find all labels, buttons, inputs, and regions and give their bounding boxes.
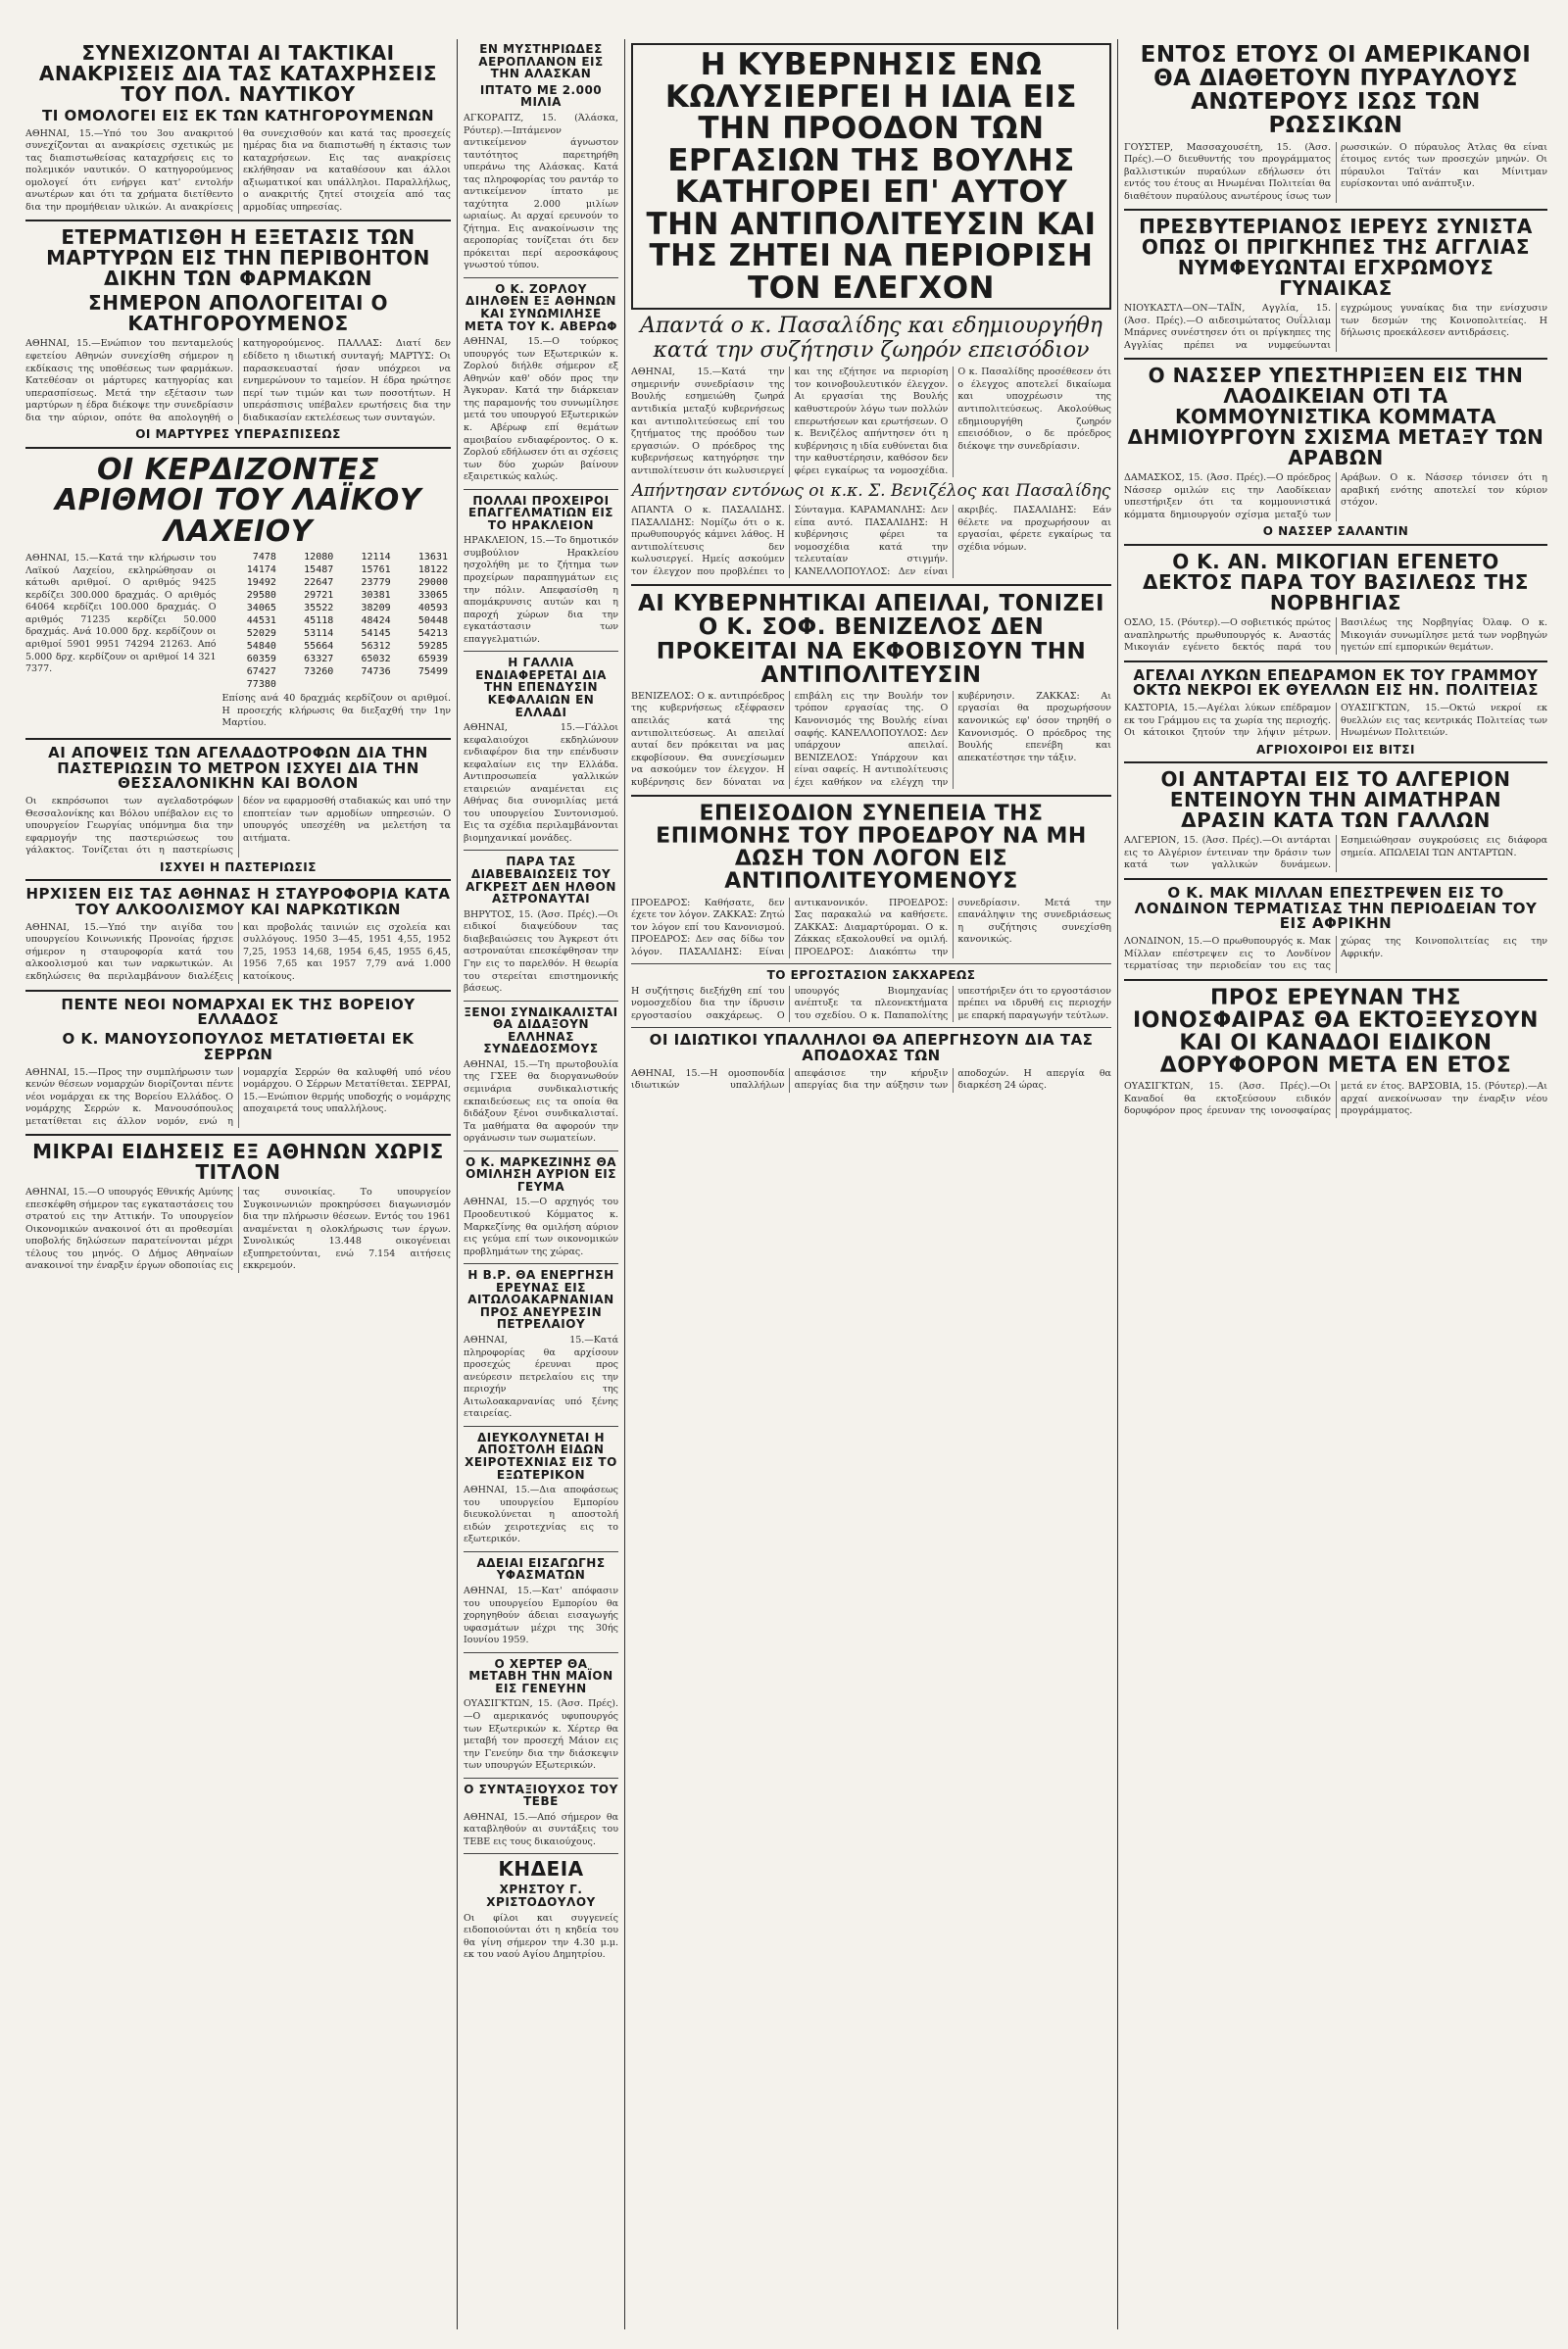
main-headline: Η ΚΥΒΕΡΝΗΣΙΣ ΕΝΩ ΚΩΛΥΣΙΕΡΓΕΙ Η ΙΔΙΑ ΕΙΣ ΤΗΝ ΠΡΟΟΔΟΝ ΤΩΝ ΕΡΓΑΣΙΩΝ ΤΗΣ ΒΟΥΛΗΣ ΚΑΤΗΓΟΡΕΙ ΕΠ' ΑΥΤΟΥ ΤΗΝ ΑΝΤΙΠΟΛΙΤΕΥΣΙΝ ΚΑΙ ΤΗΣ ΖΗΤΕΙ ΝΑ ΠΕΡΙΟΡΙΣΗ ΤΟΝ ΕΛΕΓΧΟΝ — [631, 43, 1111, 310]
headline: ΑΔΕΙΑΙ ΕΙΣΑΓΩΓΗΣ ΥΦΑΣΜΑΤΩΝ — [476, 1555, 606, 1583]
article-body: ΑΘΗΝΑΙ, 15.—Γάλλοι κεφαλαιούχοι εκδηλώνουν ενδιαφέρον δια την επένδυσιν κεφαλαίων εις την Ελλάδα. Αντιπροσωπεία γαλλικών εταιρειών αναμένεται εις Αθήνας δια συνομιλίας μετά του υπουργείου Συντονισμού. Εις τα σχέδια περιλαμβάνονται βιομηχανικαί μονάδες. — [464, 722, 618, 844]
article-body: ΑΓΚΟΡΑΙΤΖ, 15. (Άλάσκα, Ρόυτερ).—Ιπτάμενον αντικείμενον άγνωστον ταυτότητος παρετηρήθη υπεράνω της Αλάσκας. Κατά τας πληροφορίας του ραντάρ το αντικείμενον ίπτατο με ταχύτητα 2.000 μιλίων ωριαίως. Αι αρχαί ερευνούν το ζήτημα. Εις ανακοίνωσιν της αεροπορίας τονίζεται ότι δεν πρόκειται περί αεροσκάφους γνωστού τύπου. — [464, 112, 618, 271]
headline: ΜΙΚΡΑΙ ΕΙΔΗΣΕΙΣ ΕΞ ΑΘΗΝΩΝ ΧΩΡΙΣ ΤΙΤΛΟΝ — [32, 1140, 444, 1185]
headline: ΑΙ ΑΠΟΨΕΙΣ ΤΩΝ ΑΓΕΛΑΔΟΤΡΟΦΩΝ ΔΙΑ ΤΗΝ ΠΑΣΤΕΡΙΩΣΙΝ ΤΟ ΜΕΤΡΟΝ ΙΣΧΥΕΙ ΔΙΑ ΤΗΝ ΘΕΣΣΑΛΟΝΙΚΗΝ ΚΑΙ ΒΟΛΟΝ — [48, 743, 428, 793]
article-body: Επίσης ανά 40 δραχμάς κερδίζουν οι αριθμοί. Η προσεχής κλήρωσις θα διεξαχθή την 1ην Μαρτίου. — [221, 693, 451, 729]
headline: ΠΟΛΛΑΙ ΠΡΟΧΕΙΡΟΙ ΕΠΑΓΓΕΛΜΑΤΙΩΝ ΕΙΣ ΤΟ ΗΡΑΚΛΕΙΟΝ — [468, 493, 613, 532]
article-body: ΟΥΑΣΙΓΚΤΩΝ, 15. (Άσσ. Πρές).—Οι Καναδοί θα εκτοξεύσουν ειδικόν δορυφόρον προς έρευναν της ιονοσφαίρας μετά εν έτος. ΒΑΡΣΟΒΙΑ, 15. (Ρόυτερ).—Αι αρχαί ανεκοίνωσαν την έναρξιν νέου προγράμματος. — [1124, 1081, 1547, 1117]
subheadline: ΣΗΜΕΡΟΝ ΑΠΟΛΟΓΕΙΤΑΙ Ο ΚΑΤΗΓΟΡΟΥΜΕΝΟΣ — [88, 291, 388, 336]
winning-number: 50448 — [417, 615, 448, 627]
article-body: ΑΘΗΝΑΙ, 15.—Προς την συμπλήρωσιν των κενών θέσεων νομαρχών διορίζονται πέντε νέοι νομάρχαι εκ της Βορείου Ελλάδος. Ο νομάρχης Σερρών κ. Μανουσόπουλος μετατίθεται εις άλλον νομόν, ενώ η νομαρχία Σερρών θα καλυφθή υπό νέου νομάρχου. Ο Σέρρων Μετατίθεται. ΣΕΡΡΑΙ, 15.—Ενώπιον θερμής υποδοχής ο νομάρχης αποχαιρετά τους υπαλλήλους. — [25, 1066, 451, 1127]
headline: ΟΙ ΙΔΙΩΤΙΚΟΙ ΥΠΑΛΛΗΛΟΙ ΘΑ ΑΠΕΡΓΗΣΟΥΝ ΔΙΑ ΤΑΣ ΑΠΟΔΟΧΑΣ ΤΩΝ — [649, 1031, 1094, 1065]
headline: ΕΝΤΟΣ ΕΤΟΥΣ ΟΙ ΑΜΕΡΙΚΑΝΟΙ ΘΑ ΔΙΑΘΕΤΟΥΝ ΠΥΡΑΥΛΟΥΣ ΑΝΩΤΕΡΟΥΣ ΙΣΩΣ ΤΩΝ ΡΩΣΣΙΚΩΝ — [1140, 42, 1532, 139]
headline: Η ΓΑΛΛΙΑ ΕΝΔΙΑΦΕΡΕΤΑΙ ΔΙΑ ΤΗΝ ΕΠΕΝΔΥΣΙΝ ΚΕΦΑΛΑΙΩΝ ΕΝ ΕΛΛΑΔΙ — [475, 656, 607, 719]
winning-number: 73260 — [304, 666, 334, 678]
winning-number: 54840 — [246, 641, 276, 653]
winning-number: 45118 — [304, 615, 334, 627]
winning-number: 13631 — [417, 552, 448, 563]
winning-number: 12080 — [304, 552, 334, 563]
headline: ΟΙ ΚΕΡΔΙΖΟΝΤΕΣ ΑΡΙΘΜΟΙ ΤΟΥ ΛΑΪΚΟΥ ΛΑΧΕΙΟΥ — [54, 452, 422, 549]
article-body: ΑΘΗΝΑΙ, 15.—Από σήμερον θα καταβληθούν αι συντάξεις του ΤΕΒΕ εις τους δικαιούχους. — [464, 1811, 618, 1847]
article-body: ΚΑΣΤΟΡΙΑ, 15.—Αγέλαι λύκων επέδραμον εκ του Γράμμου εις τα χωρία της περιοχής. Οι κάτοικοι ζητούν την λήψιν μέτρων. ΟΥΑΣΙΓΚΤΩΝ, 15.—Οκτώ νεκροί εκ θυελλών εις τας κεντρικάς Πολιτείας των Ηνωμένων Πολιτειών. — [1124, 703, 1547, 739]
winning-number: 74736 — [361, 666, 391, 678]
lottery-results — [25, 551, 451, 732]
article-body: ΒΕΝΙΖΕΛΟΣ: Ο κ. αντιπρόεδρος της κυβερνήσεως εξέφρασεν απειλάς κατά της αντιπολιτεύσεως. Αι απειλαί αυταί δεν πρόκειται να μας εκφοβίσουν. Θα συνεχίσωμεν να ασκούμεν τον έλεγχον. Η κυβέρνησις δεν δύναται να επιβάλη εις την Βουλήν τον τρόπον εργασίας της. Ο Κανονισμός της Βουλής είναι σαφής. ΚΑΝΕΛΛΟΠΟΥΛΟΣ: Δεν υπάρχουν απειλαί. ΒΕΝΙΖΕΛΟΣ: Υπάρχουν και είναι σαφείς. Η αντιπολίτευσις έχει καθήκον να ελέγχη την κυβέρνησιν. ΖΑΚΚΑΣ: Αι εργασίαι θα προχωρήσουν κανονικώς εφ' όσον τηρηθή ο Κανονισμός. Ο πρόεδρος της Βουλής επενέβη και απεκατέστησε την τάξιν. — [631, 690, 1111, 788]
headline: Ο ΝΑΣΣΕΡ ΥΠΕΣΤΗΡΙΞΕΝ ΕΙΣ ΤΗΝ ΛΑΟΔΙΚΕΙΑΝ ΟΤΙ ΤΑ ΚΟΜΜΟΥΝΙΣΤΙΚΑ ΚΟΜΜΑΤΑ ΔΗΜΙΟΥΡΓΟΥΝ ΣΧΙΣΜΑ ΜΕΤΑΞΥ ΤΩΝ ΑΡΑΒΩΝ — [1127, 364, 1544, 470]
article-body: ΑΘΗΝΑΙ, 15.—Τη πρωτοβουλία της ΓΣΕΕ θα διοργανωθούν σεμινάρια συνδικαλιστικής εκπαιδεύσεως εις τα οποία θα διδάξουν ξένοι συνδικαλισταί. Τα μαθήματα θα αφορούν την οργάνωσιν των σωματείων. — [464, 1058, 618, 1145]
winning-number: 12114 — [361, 552, 391, 563]
headline: ΞΕΝΟΙ ΣΥΝΔΙΚΑΛΙΣΤΑΙ ΘΑ ΔΙΔΑΞΟΥΝ ΕΛΛΗΝΑΣ ΣΥΝΔΕΔΟΣΜΟΥΣ — [464, 1004, 618, 1056]
winning-number: 59285 — [417, 641, 448, 653]
subheadline: ΙΠΤΑΤΟ ΜΕ 2.000 ΜΙΛΙΑ — [479, 82, 603, 110]
headline: ΕΤΕΡΜΑΤΙΣΘΗ Η ΕΞΕΤΑΣΙΣ ΤΩΝ ΜΑΡΤΥΡΩΝ ΕΙΣ ΤΗΝ ΠΕΡΙΒΟΗΤΟΝ ΔΙΚΗΝ ΤΩΝ ΦΑΡΜΑΚΩΝ — [46, 225, 430, 291]
winning-number: 54213 — [417, 628, 448, 640]
article-body: ΓΟΥΣΤΕΡ, Μασσαχουσέτη, 15. (Άσσ. Πρές).—Ο διευθυντής του προγράμματος βαλλιστικών πυραύλων εδήλωσεν ότι εντός του έτους αι Ηνωμέναι Πολιτείαι θα διαθέτουν πυραύλους ανωτέρους ίσως των ρωσσικών. Ο πύραυλος Άτλας θα είναι έτοιμος εντός των προσεχών μηνών. Οι πύραυλοι Ταϊτάν και Μίνιτμαν ευρίσκονται υπό ανάπτυξιν. — [1124, 141, 1547, 202]
headline: Ο ΧΕΡΤΕΡ ΘΑ ΜΕΤΑΒΗ ΤΗΝ ΜΑΪΟΝ ΕΙΣ ΓΕΝΕΥΗΝ — [468, 1656, 613, 1695]
article-body: ΑΘΗΝΑΙ, 15.—Υπό του 3ου ανακριτού συνεχίζονται αι ανακρίσεις σχετικώς με τας διαπιστωθείσας καταχρήσεις εις το πολεμικόν ναυτικόν. Ο κατηγορούμενος ομολογεί ότι ενήργει κατ' εντολήν ανωτέρων και ότι τα χρήματα διετίθεντο δια την προμήθειαν υλικών. Αι ανακρίσεις θα συνεχισθούν και κατά τας προσεχείς ημέρας δια να διαπιστωθή η έκτασις των καταχρήσεων. Εις τας ανακρίσεις εκλήθησαν να καταθέσουν και άλλοι αξιωματικοί και υπάλληλοι. Παραλλήλως, ο ανακριτής ζητεί στοιχεία από τας αρμοδίας υπηρεσίας. — [25, 127, 451, 213]
headline: ΠΡΟΣ ΕΡΕΥΝΑΝ ΤΗΣ ΙΟΝΟΣΦΑΙΡΑΣ ΘΑ ΕΚΤΟΞΕΥΣΟΥΝ ΚΑΙ ΟΙ ΚΑΝΑΔΟΙ ΕΙΔΙΚΟΝ ΔΟΡΥΦΟΡΟΝ ΜΕΤΑ ΕΝ ΕΤΟΣ — [1133, 985, 1539, 1079]
winning-number: 18122 — [417, 564, 448, 576]
headline: Ο Κ. ΖΟΡΛΟΥ ΔΙΗΛΘΕΝ ΕΞ ΑΘΗΝΩΝ ΚΑΙ ΣΥΝΩΜΙΛΗΣΕ ΜΕΤΑ ΤΟΥ Κ. ΑΒΕΡΩΦ — [465, 281, 617, 333]
subheadline: ΤΙ ΟΜΟΛΟΓΕΙ ΕΙΣ ΕΚ ΤΩΝ ΚΑΤΗΓΟΡΟΥΜΕΝΩΝ — [41, 107, 435, 124]
article-body: ΝΙΟΥΚΑΣΤΛ—ΟΝ—ΤΑΪΝ, Αγγλία, 15. (Άσσ. Πρές).—Ο αιδεσιμώτατος Ουΐλλιαμ Μπάρνες συνέστησεν ότι οι πρίγκηπες της Αγγλίας πρέπει να νυμφεύωνται εγχρώμους γυναίκας δια την ενίσχυσιν των δεσμών της Κοινοπολιτείας. Η δήλωσις προεκάλεσεν αντιδράσεις. — [1124, 303, 1547, 351]
winning-number: 77380 — [246, 679, 276, 691]
narrow-column — [458, 39, 624, 1964]
winning-number: 40593 — [417, 603, 448, 614]
headline: Ο Κ. ΑΝ. ΜΙΚΟΓΙΑΝ ΕΓΕΝΕΤΟ ΔΕΚΤΟΣ ΠΑΡΑ ΤΟΥ ΒΑΣΙΛΕΩΣ ΤΗΣ ΝΟΡΒΗΓΙΑΣ — [1143, 550, 1529, 615]
article-body: ΟΣΛΟ, 15. (Ρόυτερ).—Ο σοβιετικός πρώτος αναπληρωτής πρωθυπουργός κ. Αναστάς Μικογιάν εγένετο δεκτός παρά του Βασιλέως της Νορβηγίας Όλαφ. Ο κ. Μικογιάν συνωμίλησε μετά των νορβηγών ηγετών επί εμπορικών θεμάτων. — [1124, 617, 1547, 654]
article-body: ΑΠΑΝΤΑ Ο κ. ΠΑΣΑΛΙΔΗΣ. ΠΑΣΑΛΙΔΗΣ: Νομίζω ότι ο κ. πρωθυπουργός κάμνει λάθος. Η αντιπολίτευσις δεν κωλυσιεργεί. Ημείς ασκούμεν τον έλεγχον που προβλέπει το Σύνταγμα. ΚΑΡΑΜΑΝΛΗΣ: Δεν είπα αυτό. ΠΑΣΑΛΙΔΗΣ: Η κυβέρνησις φέρει τα νομοσχέδια κατά την τελευταίαν στιγμήν. ΚΑΝΕΛΛΟΠΟΥΛΟΣ: Δεν είναι ακριβές. ΠΑΣΑΛΙΔΗΣ: Εάν θέλετε να προχωρήσουν αι εργασίαι, φέρετε εγκαίρως τα σχέδια νόμων. — [631, 505, 1111, 577]
winning-number: 29721 — [304, 590, 334, 602]
article-body: ΑΘΗΝΑΙ, 15.—Κατά πληροφορίας θα αρχίσουν προσεχώς έρευναι προς ανεύρεσιν πετρελαίου εις την περιοχήν της Αιτωλοακαρνανίας υπό ξένης εταιρείας. — [464, 1335, 618, 1420]
winning-number: 19492 — [246, 577, 276, 589]
section-label: ΙΣΧΥΕΙ Η ΠΑΣΤΕΡΙΩΣΙΣ — [160, 859, 317, 874]
pull-quote: Απήντησαν εντόνως οι κ.κ. Σ. Βενιζέλος και Πασαλίδης — [631, 481, 1111, 502]
headline: ΑΙ ΚΥΒΕΡΝΗΤΙΚΑΙ ΑΠΕΙΛΑΙ, ΤΟΝΙΖΕΙ Ο Κ. ΣΟΦ. ΒΕΝΙΖΕΛΟΣ ΔΕΝ ΠΡΟΚΕΙΤΑΙ ΝΑ ΕΚΦΟΒΙΣΟΥΝ ΤΗΝ ΑΝΤΙΠΟΛΙΤΕΥΣΙΝ — [637, 591, 1105, 688]
winning-number: 35522 — [304, 603, 334, 614]
headline: Ο ΣΥΝΤΑΞΙΟΥΧΟΣ ΤΟΥ ΤΕΒΕ — [464, 1782, 618, 1809]
article-body: ΑΘΗΝΑΙ, 15.—Κατά την κλήρωσιν του Λαϊκού Λαχείου, εκληρώθησαν οι κάτωθι αριθμοί. Ο αριθμός 9425 κερδίζει 300.000 δραχμάς. Ο αριθμός 64064 κερδίζει 100.000 δραχμάς. Ο αριθμός 71235 κερδίζει 50.000 δραχμάς. Ανά 10.000 δρχ. κερδίζουν οι αριθμοί 5901 9951 74294 21263. Από 5.000 δρχ. κερδίζουν οι αριθμοί 14 321 7377. — [25, 553, 217, 675]
winning-number: 33065 — [417, 590, 448, 602]
article-body: ΑΘΗΝΑΙ, 15.—Δια αποφάσεως του υπουργείου Εμπορίου διευκολύνεται η αποστολή ειδών χειροτεχνίας εις το εξωτερικόν. — [464, 1485, 618, 1545]
article-body: ΑΛΓΕΡΙΟΝ, 15. (Άσσ. Πρές).—Οι αντάρται εις το Αλγέριον έντειναν την δράσιν των κατά των γαλλικών δυνάμεων. Εσημειώθησαν συγκρούσεις εις διάφορα σημεία. ΑΠΩΛΕΙΑΙ ΤΩΝ ΑΝΤΑΡΤΩΝ. — [1124, 835, 1547, 871]
headline: Η Β.Ρ. ΘΑ ΕΝΕΡΓΗΣΗ ΕΡΕΥΝΑΣ ΕΙΣ ΑΙΤΩΛΟΑΚΑΡΝΑΝΙΑΝ ΠΡΟΣ ΑΝΕΥΡΕΣΙΝ ΠΕΤΡΕΛΑΙΟΥ — [467, 1268, 614, 1332]
winning-number: 75499 — [417, 666, 448, 678]
winning-number: 63327 — [304, 654, 334, 665]
headline: ΠΡΕΣΒΥΤΕΡΙΑΝΟΣ ΙΕΡΕΥΣ ΣΥΝΙΣΤΑ ΟΠΩΣ ΟΙ ΠΡΙΓΚΗΠΕΣ ΤΗΣ ΑΓΓΛΙΑΣ ΝΥΜΦΕΥΩΝΤΑΙ ΕΓΧΡΩΜΟΥΣ ΓΥΝΑΙΚΑΣ — [1139, 215, 1533, 301]
headline: ΕΝ ΜΥΣΤΗΡΙΩΔΕΣ ΑΕΡΟΠΛΑΝΟΝ ΕΙΣ ΤΗΝ ΑΛΑΣΚΑΝ — [478, 42, 604, 81]
article-body: ΠΡΟΕΔΡΟΣ: Καθήσατε, δεν έχετε τον λόγον. ΖΑΚΚΑΣ: Ζητώ τον λόγον επί του Κανονισμού. ΠΡΟΕΔΡΟΣ: Δεν σας δίδω τον λόγον. ΠΑΣΑΛΙΔΗΣ: Είναι αντικανονικόν. ΠΡΟΕΔΡΟΣ: Σας παρακαλώ να καθήσετε. ΖΑΚΚΑΣ: Διαμαρτύρομαι. Ο κ. Ζάκκας εξακολουθεί να ομιλή. ΠΡΟΕΔΡΟΣ: Διακόπτω την συνεδρίασιν. Μετά την επανάληψιν της συνεδριάσεως η συζήτησις συνεχίσθη κανονικώς. — [631, 897, 1111, 957]
headline: ΑΓΕΛΑΙ ΛΥΚΩΝ ΕΠΕΔΡΑΜΟΝ ΕΚ ΤΟΥ ΓΡΑΜΜΟΥ ΟΚΤΩ ΝΕΚΡΟΙ ΕΚ ΘΥΕΛΛΩΝ ΕΙΣ ΗΝ. ΠΟΛΙΤΕΙΑΣ — [1133, 665, 1539, 700]
article-body: ΛΟΝΔΙΝΟΝ, 15.—Ο πρωθυπουργός κ. Μακ Μίλλαν επέστρεψεν εις το Λονδίνον τερματίσας την περιοδείαν του εις τας χώρας της Κοινοπολιτείας εις την Αφρικήν. — [1124, 936, 1547, 972]
subheadline: ΧΡΗΣΤΟΥ Γ. ΧΡΙΣΤΟΔΟΥΛΟΥ — [486, 1883, 596, 1909]
headline: ΠΑΡΑ ΤΑΣ ΔΙΑΒΕΒΑΙΩΣΕΙΣ ΤΟΥ ΑΓΚΡΕΣΤ ΔΕΝ ΗΛΘΟΝ ΑΣΤΡΟΝΑΥΤΑΙ — [466, 855, 616, 906]
article-body: ΑΘΗΝΑΙ, 15.—Κατά την σημερινήν συνεδρίασιν της Βουλής εσημειώθη ζωηρά αντιδικία μεταξύ κυβερνήσεως και αντιπολιτεύσεως επί του ζητήματος της προόδου των εργασιών. Ο πρόεδρος της κυβερνήσεως κατηγόρησε την αντιπολίτευσιν ότι κωλυσιεργεί και της εζήτησε να περιορίση τον κοινοβουλευτικόν έλεγχον. Αι εργασίαι της Βουλής καθυστερούν λόγω των πολλών επερωτήσεων και ερωτήσεων. Ο κ. Βενιζέλος απήντησεν ότι η κυβέρνησις η ιδία ευθύνεται δια την καθυστέρησιν, καθόσον δεν φέρει εγκαίρως τα νομοσχέδια. Ο κ. Πασαλίδης προσέθεσεν ότι ο έλεγχος αποτελεί δικαίωμα και υποχρέωσιν της αντιπολιτεύσεως. Ακολούθως εδημιουργήθη ζωηρόν επεισόδιον, ο δε πρόεδρος διέκοψε την συνεδρίασιν. — [631, 367, 1111, 476]
winning-number: 22647 — [304, 577, 334, 589]
winning-number: 7478 — [252, 552, 276, 563]
article-body: ΑΘΗΝΑΙ, 15.—Ο αρχηγός του Προοδευτικού Κόμματος κ. Μαρκεζίνης θα ομιλήση αύριον εις γεύμα επί των οικονομικών προβλημάτων της χώρας. — [464, 1197, 618, 1257]
winning-number: 48424 — [361, 615, 391, 627]
winning-number: 55664 — [304, 641, 334, 653]
winning-number: 53114 — [304, 628, 334, 640]
winning-number: 15487 — [304, 564, 334, 576]
winning-number: 29000 — [417, 577, 448, 589]
headline: ΤΟ ΕΡΓΟΣΤΑΣΙΟΝ ΣΑΚΧΑΡΕΩΣ — [766, 968, 976, 983]
winning-number: 23779 — [361, 577, 391, 589]
winning-number: 14174 — [246, 564, 276, 576]
article-body: ΑΘΗΝΑΙ, 15.—Κατ' απόφασιν του υπουργείου Εμπορίου θα χορηγηθούν άδειαι εισαγωγής υφασμάτων μέχρι της 30ής Ιουνίου 1959. — [464, 1586, 618, 1646]
winning-number: 44531 — [246, 615, 276, 627]
main-subheadline: Απαντά ο κ. Πασαλίδης και εδημιουργήθη κατά την συζήτησιν ζωηρόν επεισόδιον — [640, 314, 1102, 364]
left-column — [20, 39, 457, 1275]
section-label: Ο ΝΑΣΣΕΡ ΣΑΛΑΝΤΙΝ — [1262, 524, 1409, 539]
article-body: Η συζήτησις διεξήχθη επί του νομοσχεδίου δια την ίδρυσιν εργοστασίου σακχάρεως. Ο υπουργός Βιομηχανίας ανέπτυξε τα πλεονεκτήματα του σχεδίου. Ο κ. Παπαπολίτης υπεστήριξεν ότι το εργοστάσιον πρέπει να ιδρυθή εις περιοχήν με επαρκή παραγωγήν τεύτλων. — [631, 985, 1111, 1021]
winning-number: 34065 — [246, 603, 276, 614]
article-body: ΑΘΗΝΑΙ, 15.—Υπό την αιγίδα του υπουργείου Κοινωνικής Προνοίας ήρχισε σήμερον η σταυροφορία κατά του αλκοολισμού και των ναρκωτικών. Αι εκδηλώσεις θα περιλαμβάνουν διαλέξεις και προβολάς ταινιών εις σχολεία και συλλόγους. 1950 3—45, 1951 4,55, 1952 7,25, 1953 14,68, 1954 6,45, 1955 6,45, 1956 7,65 και 1957 7,79 ανά 1.000 κατοίκους. — [25, 921, 451, 982]
article-body: ΑΘΗΝΑΙ, 15.—Ενώπιον του πενταμελούς εφετείου Αθηνών συνεχίσθη σήμερον η εκδίκασις της υποθέσεως των φαρμάκων. Κατεθέσαν οι μάρτυρες κατηγορίας και υπερασπίσεως. Μετά την εξέτασιν των μαρτύρων η έδρα διέκοψε την συνεδρίασιν δια την αύριον, οπότε θα απολογηθή ο κατηγορούμενος. ΠΑΛΛΑΣ: Διατί δεν εδίδετο η ιδιωτική συνταγή; ΜΑΡΤΥΣ: Οι παρασκευασταί ήσαν υπόχρεοι να ενημερώνουν το ταμείον. Η έδρα ηρώτησε περί των τιμών και των ποσοτήτων. Η υπεράσπισις υπέβαλεν ερωτήσεις δια την διαδικασίαν εκτελέσεως των συνταγών. — [25, 338, 451, 423]
article-body: ΑΘΗΝΑΙ, 15.—Η ομοσπονδία ιδιωτικών υπαλλήλων απεφάσισε την κήρυξιν απεργίας δια την αύξησιν των αποδοχών. Η απεργία θα διαρκέση 24 ώρας. — [631, 1067, 1111, 1092]
winning-numbers — [222, 551, 451, 691]
headline: ΟΙ ΑΝΤΑΡΤΑΙ ΕΙΣ ΤΟ ΑΛΓΕΡΙΟΝ ΕΝΤΕΙΝΟΥΝ ΤΗΝ ΑΙΜΑΤΗΡΑΝ ΔΡΑΣΙΝ ΚΑΤΑ ΤΩΝ ΓΑΛΛΩΝ — [1160, 767, 1511, 833]
headline: ΔΙΕΥΚΟΛΥΝΕΤΑΙ Η ΑΠΟΣΤΟΛΗ ΕΙΔΩΝ ΧΕΙΡΟΤΕΧΝΙΑΣ ΕΙΣ ΤΟ ΕΞΩΤΕΡΙΚΟΝ — [465, 1430, 617, 1482]
article-body: Οι εκπρόσωποι των αγελαδοτρόφων Θεσσαλονίκης και Βόλου υπέβαλον εις το υπουργείον Γεωργίας υπόμνημα δια την εφαρμογήν της παστεριώσεως του γάλακτος. Τονίζεται ότι η παστερίωσις δέον να εφαρμοσθή σταδιακώς και υπό την εποπτείαν των αρμοδίων υπηρεσιών. Ο υπουργός υπεσχέθη να μελετήση τα αιτήματα. — [25, 796, 451, 856]
article-body: ΟΥΑΣΙΓΚΤΩΝ, 15. (Άσσ. Πρές).—Ο αμερικανός υφυπουργός των Εξωτερικών κ. Χέρτερ θα μεταβή τον προσεχή Μάιον εις την Γενεύην δια την διάσκεψιν των υπουργών Εξωτερικών. — [464, 1698, 618, 1772]
winning-number: 60359 — [246, 654, 276, 665]
headline: ΠΕΝΤΕ ΝΕΟΙ ΝΟΜΑΡΧΑΙ ΕΚ ΤΗΣ ΒΟΡΕΙΟΥ ΕΛΛΑΔΟΣ — [61, 995, 416, 1029]
article-body: ΔΑΜΑΣΚΟΣ, 15. (Άσσ. Πρές).—Ο πρόεδρος Νάσσερ ομιλών εις την Λαοδίκειαν υπεστήριξεν ότι τα κομμουνιστικά κόμματα δημιουργούν σχίσμα μεταξύ των Αράβων. Ο κ. Νάσσερ τόνισεν ότι η αραβική ενότης αποτελεί τον κύριον στόχον. — [1124, 472, 1547, 520]
headline: Ο Κ. ΜΑΡΚΕΖΙΝΗΣ ΘΑ ΟΜΙΛΗΣΗ ΑΥΡΙΟΝ ΕΙΣ ΓΕΥΜΑ — [465, 1154, 617, 1194]
winning-number: 15761 — [361, 564, 391, 576]
headline: ΕΠΕΙΣΟΔΙΟΝ ΣΥΝΕΠΕΙΑ ΤΗΣ ΕΠΙΜΟΝΗΣ ΤΟΥ ΠΡΟΕΔΡΟΥ ΝΑ ΜΗ ΔΩΣΗ ΤΟΝ ΛΟΓΟΝ ΕΙΣ ΑΝΤΙΠΟΛΙΤΕΥΟΜΕΝΟΥΣ — [656, 802, 1087, 895]
winning-number: 52029 — [246, 628, 276, 640]
winning-number: 54145 — [361, 628, 391, 640]
subheadline: Ο Κ. ΜΑΝΟΥΣΟΠΟΥΛΟΣ ΜΕΤΑΤΙΘΕΤΑΙ ΕΚ ΣΕΡΡΩΝ — [62, 1030, 415, 1063]
winning-number: 65032 — [361, 654, 391, 665]
winning-number: 67427 — [246, 666, 276, 678]
winning-number: 56312 — [361, 641, 391, 653]
section-label: ΟΙ ΜΑΡΤΥΡΕΣ ΥΠΕΡΑΣΠΙΣΕΩΣ — [135, 427, 341, 442]
winning-number: 30381 — [361, 590, 391, 602]
headline: ΗΡΧΙΣΕΝ ΕΙΣ ΤΑΣ ΑΘΗΝΑΣ Η ΣΤΑΥΡΟΦΟΡΙΑ ΚΑΤΑ ΤΟΥ ΑΛΚΟΟΛΙΣΜΟΥ ΚΑΙ ΝΑΡΚΩΤΙΚΩΝ — [25, 885, 451, 919]
article-body: ΗΡΑΚΛΕΙΟΝ, 15.—Το δημοτικόν συμβούλιον Ηρακλείου ησχολήθη με το ζήτημα των προχείρων παραπηγμάτων εις την πόλιν. Απεφασίσθη η απομάκρυνσις αυτών και η παροχή χώρων δια την εγκατάστασιν των επαγγελματιών. — [464, 535, 618, 645]
headline: Ο Κ. ΜΑΚ ΜΙΛΛΑΝ ΕΠΕΣΤΡΕΨΕΝ ΕΙΣ ΤΟ ΛΟΝΔΙΝΟΝ ΤΕΡΜΑΤΙΣΑΣ ΤΗΝ ΠΕΡΙΟΔΕΙΑΝ ΤΟΥ ΕΙΣ ΑΦΡΙΚΗΝ — [1134, 883, 1538, 933]
winning-number: 65939 — [417, 654, 448, 665]
article-body: Οι φίλοι και συγγενείς ειδοποιούνται ότι η κηδεία του θα γίνη σήμερον την 4.30 μ.μ. εκ του ναού Αγίου Δημητρίου. — [464, 1912, 618, 1961]
article-body: ΑΘΗΝΑΙ, 15.—Ο τούρκος υπουργός των Εξωτερικών κ. Ζορλού διήλθε σήμερον εξ Αθηνών καθ' οδόν προς την Άγκυραν. Κατά την διάρκειαν της παραμονής του συνωμίλησε μετά του υπουργού Εξωτερικών κ. Αβέρωφ επί θεμάτων αμοιβαίου ενδιαφέροντος. Ο κ. Ζορλού εδήλωσεν ότι αι σχέσεις των δύο χωρών βαίνουν εξαιρετικώς καλώς. — [464, 336, 618, 483]
section-label: ΑΓΡΙΟΧΟΙΡΟΙ ΕΙΣ ΒΙΤΣΙ — [1256, 742, 1415, 757]
right-column — [1118, 39, 1553, 1120]
article-body: ΑΘΗΝΑΙ, 15.—Ο υπουργός Εθνικής Αμύνης επεσκέφθη σήμερον τας εγκαταστάσεις του στρατού εις την Αττικήν. Το υπουργείον Οικονομικών ανακοινοί ότι αι προθεσμίαι υποβολής δηλώσεων παρατείνονται μέχρι τέλους του μηνός. Ο Δήμος Αθηναίων ανακοινοί την έναρξιν έργων οδοποιίας εις τας συνοικίας. Το υπουργείον Συγκοινωνιών προκηρύσσει διαγωνισμόν δια την πλήρωσιν θέσεων. Εντός του 1961 αναμένεται η ολοκλήρωσις των έργων. Συνολικώς 13.448 οικογένειαι εξυπηρετούνται, ενώ 7.154 αιτήσεις εκκρεμούν. — [25, 1187, 451, 1272]
main-column — [625, 39, 1117, 1095]
article-body: ΒΗΡΥΤΟΣ, 15. (Άσσ. Πρές).—Οι ειδικοί διαψεύδουν τας διαβεβαιώσεις του Άγκρεστ ότι αστροναύται επεσκέφθησαν την Γην εις το παρελθόν. Η θεωρία του στερείται επιστημονικής βάσεως. — [464, 908, 618, 995]
headline: ΚΗΔΕΙΑ — [498, 1857, 584, 1882]
winning-number: 38209 — [361, 603, 391, 614]
winning-number: 29580 — [246, 590, 276, 602]
headline: ΣΥΝΕΧΙΖΟΝΤΑΙ ΑΙ ΤΑΚΤΙΚΑΙ ΑΝΑΚΡΙΣΕΙΣ ΔΙΑ ΤΑΣ ΚΑΤΑΧΡΗΣΕΙΣ ΤΟΥ ΠΟΛ. ΝΑΥΤΙΚΟΥ — [38, 41, 438, 106]
